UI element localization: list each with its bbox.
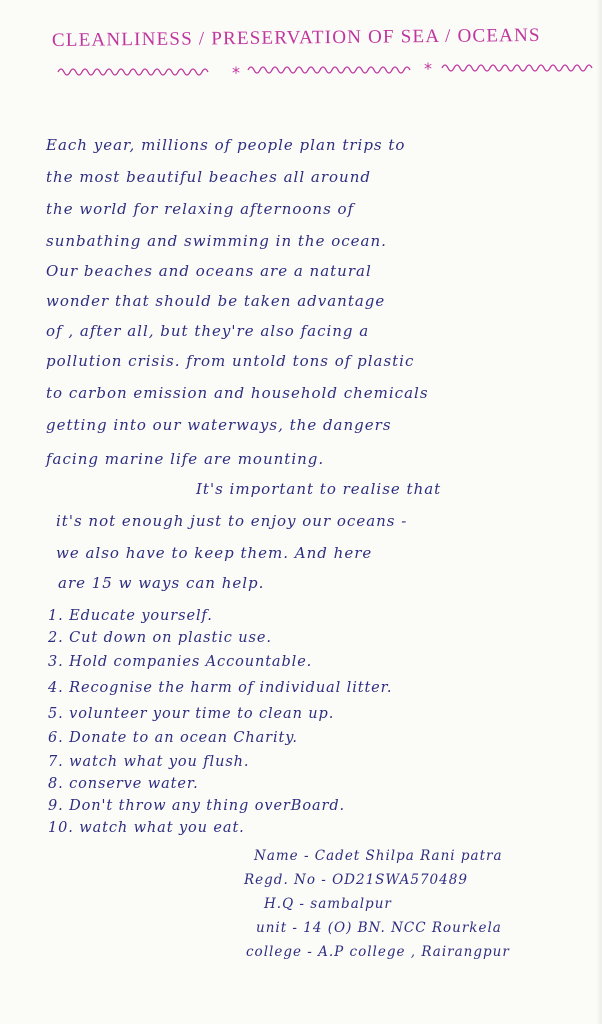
star-mark-2: *: [424, 59, 432, 78]
body-line: wonder that should be taken advantage: [46, 292, 386, 310]
squiggle-left: [58, 69, 208, 75]
tip-item-1: 1. Educate yourself.: [48, 608, 213, 624]
tip-item-9: 9. Don't throw any thing overBoard.: [48, 798, 346, 814]
body-line: we also have to keep them. And here: [56, 544, 373, 562]
body-line: getting into our waterways, the dangers: [46, 416, 392, 434]
tip-item-8: 8. conserve water.: [48, 776, 199, 792]
tip-item-2: 2. Cut down on plastic use.: [48, 630, 272, 646]
body-line: Each year, millions of people plan trips to: [46, 136, 406, 154]
page-title: CLEANLINESS / PRESERVATION OF SEA / OCEANS: [51, 24, 541, 51]
tip-item-6: 6. Donate to an ocean Charity.: [48, 730, 298, 746]
signature-name: Name - Cadet Shilpa Rani patra: [254, 848, 503, 864]
body-line: facing marine life are mounting.: [46, 450, 325, 468]
body-line: are 15 w ways can help.: [58, 574, 265, 592]
body-line: it's not enough just to enjoy our oceans -: [56, 512, 408, 530]
title-underline-squiggle: [56, 58, 602, 84]
body-line: It's important to realise that: [196, 480, 442, 498]
signature-hq: H.Q - sambalpur: [264, 896, 392, 912]
signature-unit: unit - 14 (O) BN. NCC Rourkela: [256, 920, 502, 936]
body-line: to carbon emission and household chemicals: [46, 384, 429, 402]
page-edge-shadow: [596, 0, 602, 1024]
body-line: Our beaches and oceans are a natural: [46, 262, 372, 280]
tip-item-7: 7. watch what you flush.: [48, 754, 250, 770]
tip-item-3: 3. Hold companies Accountable.: [48, 654, 313, 670]
tip-item-5: 5. volunteer your time to clean up.: [48, 706, 335, 722]
body-line: the world for relaxing afternoons of: [46, 200, 355, 218]
body-line: pollution crisis. from untold tons of plastic: [46, 352, 415, 370]
body-line: sunbathing and swimming in the ocean.: [46, 232, 387, 250]
tip-item-10: 10. watch what you eat.: [48, 820, 245, 836]
star-mark-1: *: [232, 63, 240, 82]
tip-item-4: 4. Recognise the harm of individual litter.: [48, 680, 393, 696]
squiggle-right: [442, 65, 592, 71]
signature-regd-no: Regd. No - OD21SWA570489: [244, 872, 468, 888]
squiggle-middle: [248, 67, 410, 73]
signature-college: college - A.P college , Rairangpur: [246, 944, 510, 960]
body-line: the most beautiful beaches all around: [46, 168, 371, 186]
body-line: of , after all, but they're also facing a: [46, 322, 370, 340]
